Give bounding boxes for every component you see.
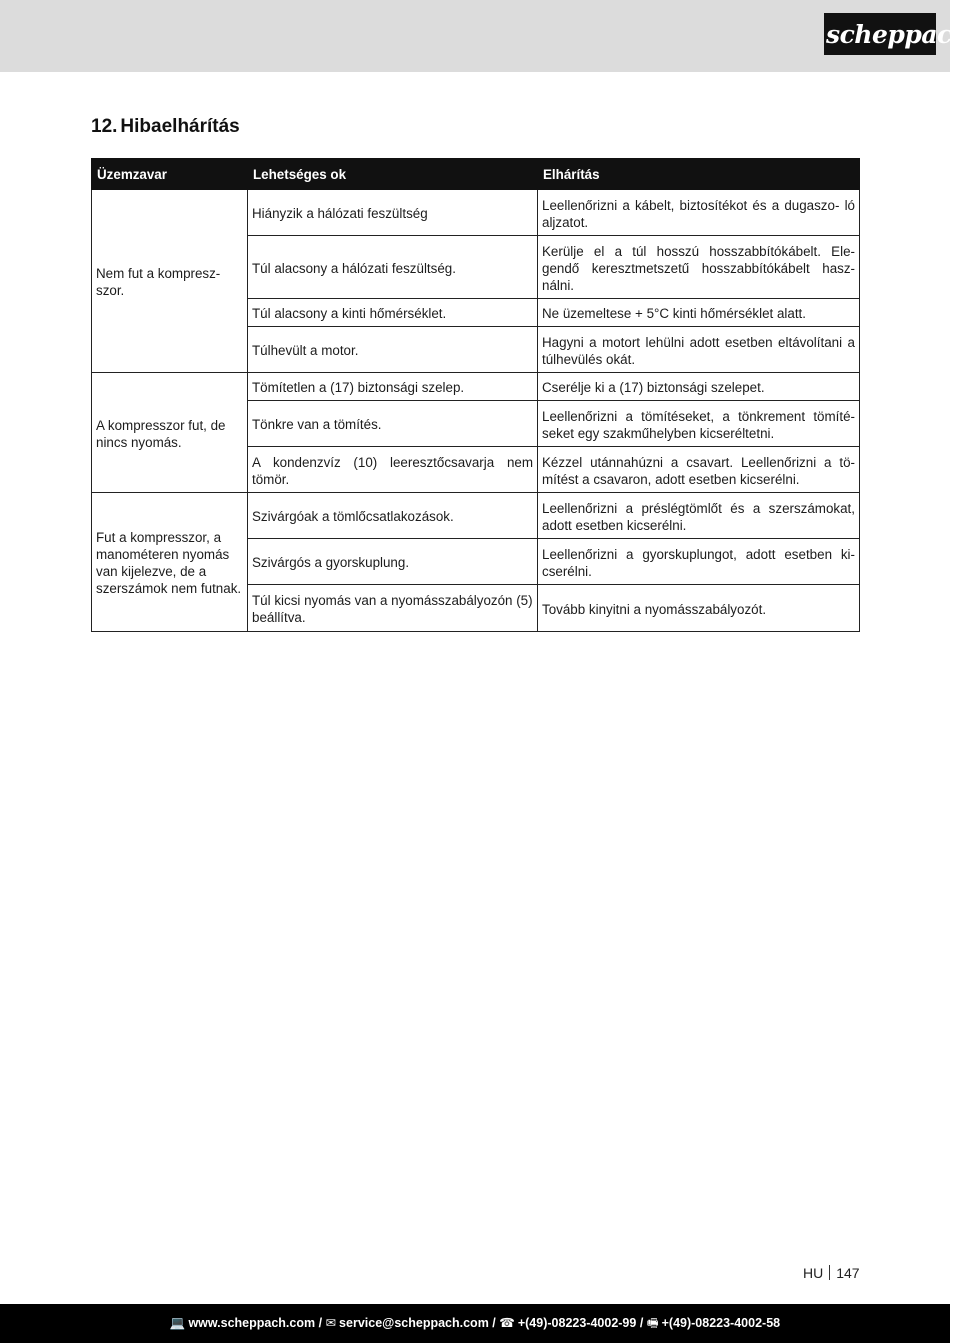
cause-cell: Túl alacsony a kinti hőmérséklet. (248, 299, 538, 327)
cause-cell: Tönkre van a tömítés. (248, 401, 538, 447)
cause-cell: A kondenzvíz (10) leeresztőcsavarja nem tömör. (248, 447, 538, 493)
table-row (92, 190, 860, 236)
footer-separator: / (639, 1316, 644, 1330)
cause-cell: Tömítetlen a (17) biztonsági szelep. (248, 373, 538, 401)
computer-icon: 💻 (169, 1316, 186, 1330)
fax-icon: 🖷 (646, 1316, 659, 1330)
fault-cell: Fut a kompresszor, a manométeren nyomás van kijelezve, de a szerszámok nem futnak. (92, 493, 248, 632)
footer-phone[interactable]: +(49)-08223-4002-99 (517, 1316, 637, 1330)
remedy-cell: Hagyni a motort lehülni adott esetben eltávolítani a túlhevülés okát. (538, 327, 860, 373)
remedy-cell: Leellenőrizni a gyorskuplungot, adott esetben ki- cserélni. (538, 539, 860, 585)
header-fault: Üzemzavar (92, 159, 248, 190)
footer-fax: +(49)-08223-4002-58 (661, 1316, 781, 1330)
fault-cell: Nem fut a kompresz- szor. (92, 190, 248, 373)
cause-cell: Túl kicsi nyomás van a nyomásszabályozón (5) beállítva. (248, 585, 538, 632)
remedy-cell: Kézzel utánnahúzni a csavart. Leellenőrizni a tö- mítést a csavaron, adott esetben kicserélni. (538, 447, 860, 493)
remedy-cell: Leellenőrizni a kábelt, biztosítékot és a dugaszo- ló aljzatot. (538, 190, 860, 236)
page-lang: HU (803, 1265, 824, 1281)
fault-cell: A kompresszor fut, de nincs nyomás. (92, 373, 248, 493)
section-title (91, 116, 240, 138)
phone-icon: ☎ (499, 1316, 515, 1330)
table-row (92, 373, 860, 401)
cause-cell: Hiányzik a hálózati feszültség (248, 190, 538, 236)
remedy-cell: Leellenőrizni a tömítéseket, a tönkrement tömíté- seket egy szakműhelyben kicseréltetni. (538, 401, 860, 447)
troubleshooting-table (91, 158, 860, 632)
section-heading: Hibaelhárítás (120, 116, 240, 137)
remedy-cell: Leellenőrizni a préslégtömlőt és a szerszámokat, adott esetben kicserélni. (538, 493, 860, 539)
mail-icon: ✉ (325, 1316, 337, 1330)
footer-separator: / (318, 1316, 323, 1330)
page-number (803, 1265, 860, 1281)
table-row (92, 493, 860, 539)
remedy-cell: Tovább kinyitni a nyomásszabályozót. (538, 585, 860, 632)
remedy-cell: Ne üzemeltese + 5°C kinti hőmérséklet alatt. (538, 299, 860, 327)
page-divider (829, 1265, 830, 1280)
cause-cell: Szivárgós a gyorskuplung. (248, 539, 538, 585)
footer-separator: / (492, 1316, 496, 1330)
footer-email-link[interactable]: service@scheppach.com (339, 1316, 489, 1330)
header-remedy: Elhárítás (538, 159, 860, 190)
remedy-cell: Kerülje el a túl hosszú hosszabbítókábelt. Ele- gendő keresztmetszetű hosszabbítókábelt hasz- nálni. (538, 236, 860, 299)
brand-logo[interactable]: scheppach (824, 13, 936, 55)
page-num-value: 147 (836, 1265, 860, 1281)
header-bar (0, 0, 969, 72)
header-cause: Lehetséges ok (248, 159, 538, 190)
remedy-cell: Cserélje ki a (17) biztonsági szelepet. (538, 373, 860, 401)
table-header-row (92, 159, 860, 190)
cause-cell: Szivárgóak a tömlőcsatlakozások. (248, 493, 538, 539)
section-number: 12. (91, 116, 118, 137)
footer-bar (0, 1304, 950, 1343)
footer-web-link[interactable]: www.scheppach.com (188, 1316, 316, 1330)
cause-cell: Túlhevült a motor. (248, 327, 538, 373)
cause-cell: Túl alacsony a hálózati feszültség. (248, 236, 538, 299)
